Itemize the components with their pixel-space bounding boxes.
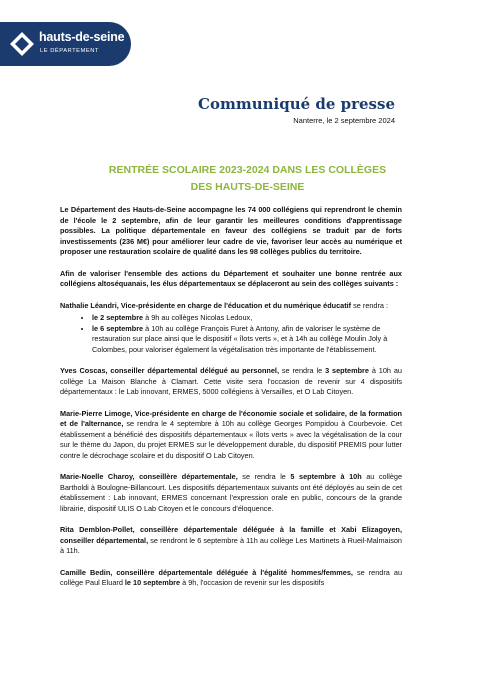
- visit-date: le 6 septembre: [92, 323, 144, 333]
- coscas-detail: à 10h au collège La Maison Blanche à Clamart. Cette visite sera l'occasion de revenir sur 4 dispositifs départementaux : le Lab innovant, ERMES, 5000 collégiens à Versailles, et O Lab Citoyen.: [60, 366, 402, 396]
- list-item: [92, 313, 402, 324]
- intro-paragraph-2: Afin de valoriser l'ensemble des actions du Département et souhaiter une bonne rentrée aux collégiens altoséquanais, les élus départementaux se déplaceront au sein des collèges suivants :: [60, 268, 402, 288]
- charoy-date: 5 septembre à 10h: [290, 472, 362, 481]
- leandri-visit-list: [60, 313, 402, 355]
- demblon-paragraph: [60, 525, 402, 557]
- document-body: [60, 205, 402, 600]
- coscas-paragraph: [60, 366, 402, 398]
- headline: [60, 162, 435, 196]
- logo-subtitle: LE DÉPARTEMENT: [40, 48, 99, 54]
- limoge-name: Marie-Pierre Limoge, Vice-présidente en charge de l'économie sociale et solidaire, de la formation et de l'alternance,: [60, 408, 402, 428]
- visit-detail: à 10h au collège François Furet à Antony, afin de valoriser le système de restauration sur place ainsi que le dispositif « îlots verts », et à 14h au collège Moulin Joly à Colombes, pour valoriser également la végétalisation très importante de l'établissement.: [92, 323, 388, 354]
- dateline: Nanterre, le 2 septembre 2024: [293, 116, 395, 125]
- visit-detail: à 9h au collèges Nicolas Ledoux,: [143, 313, 253, 322]
- bedin-name: Camille Bedin, conseillère départementale déléguée à l'égalité hommes/femmes,: [60, 567, 353, 577]
- charoy-detail: au collège Bartholdi à Boulogne-Billancourt. Les dispositifs départementaux suivants ont été déployés au sein de cet établissement : Lab innovant, ERMES concernant l'expression orale en public, concours de la grande librairie, dispositif ULIS O Lab Citoyen et le concours d'éloquence.: [60, 472, 403, 513]
- demblon-name: Rita Demblon-Pollet, conseillère départementale déléguée à la famille et Xabi Elizagoyen, conseiller départemental,: [60, 525, 402, 545]
- headline-line-1: RENTRÉE SCOLAIRE 2023-2024 DANS LES COLLÈGES: [108, 164, 387, 176]
- coscas-text: se rendra le: [278, 366, 326, 375]
- charoy-name: Marie-Noelle Charoy, conseillère départementale,: [60, 472, 238, 481]
- list-item: [92, 324, 402, 356]
- department-logo: [0, 22, 131, 66]
- limoge-paragraph: [60, 409, 402, 462]
- bedin-date: le 10 septembre: [124, 578, 181, 587]
- limoge-text: se rendra le 4 septembre à 10h au collège Georges Pompidou à Courbevoie. Cet établissement a bénéficié des dispositifs départementaux « îlots verts » avec la végétalisation de la cour sur le thème du Japon, du projet ERMES sur le développement durable, du dispositif PREMIS pour lutter contre le décrochage scolaire et du dispositif O Lab Citoyen.: [60, 419, 402, 460]
- leandri-paragraph: [60, 301, 402, 312]
- coscas-date: 3 septembre: [325, 366, 369, 375]
- coscas-name: Yves Coscas, conseiller départemental délégué au personnel,: [60, 366, 279, 375]
- bedin-paragraph: [60, 568, 402, 589]
- bedin-text: se rendra au collège Paul Eluard: [60, 567, 403, 587]
- visit-date: le 2 septembre: [92, 313, 144, 322]
- charoy-paragraph: [60, 472, 402, 514]
- press-release-title: Communiqué de presse: [198, 95, 395, 113]
- intro-paragraph: Le Département des Hauts-de-Seine accompagne les 74 000 collégiens qui reprendront le chemin de l'école le 2 septembre, afin de leur garantir les meilleures conditions d'apprentissage possibles. La politique départementale en faveur des collégiens se traduit par de forts investissements (236 M€) pour améliorer leur cadre de vie, favoriser leur accès au numérique et proposer une restauration scolaire de qualité dans les 98 collèges publics du territoire.: [60, 205, 402, 256]
- charoy-text: se rendra le: [237, 472, 291, 481]
- leandri-name: Nathalie Léandri, Vice-présidente en charge de l'éducation et du numérique éducatif: [60, 300, 352, 310]
- headline-line-2: DES HAUTS-DE-SEINE: [190, 181, 305, 193]
- leandri-text: se rendra :: [351, 300, 389, 310]
- department-emblem-icon: [9, 31, 35, 57]
- logo-name: hauts-de-seine: [39, 30, 125, 44]
- demblon-text: se rendront le 6 septembre à 11h au collège Les Martinets à Rueil-Malmaison à 11h.: [60, 535, 402, 555]
- bedin-detail: à 9h, l'occasion de revenir sur les dispositifs: [180, 578, 325, 587]
